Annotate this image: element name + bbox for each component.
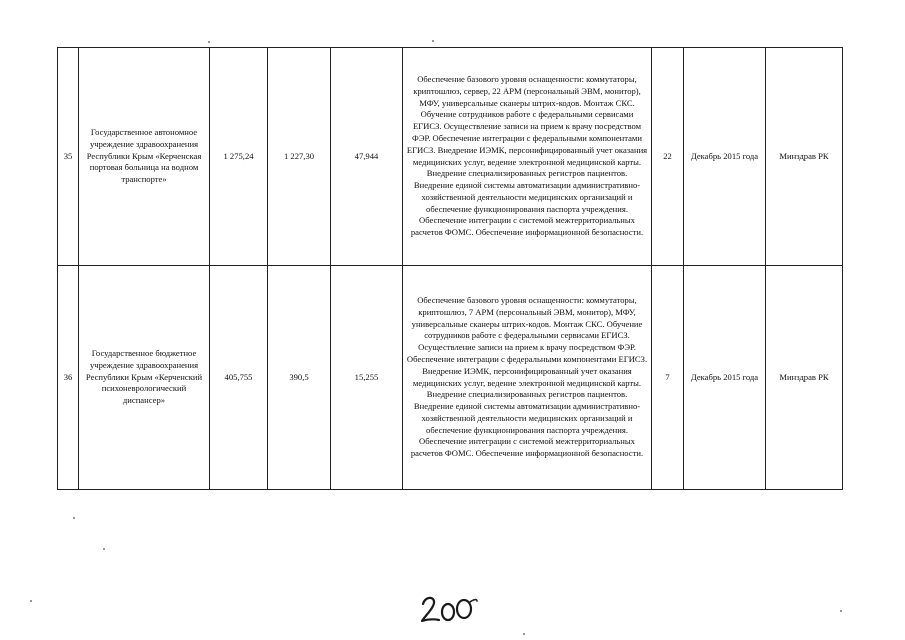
workstation-count: 7 [652,266,684,490]
responsible-body: Минздрав РК [766,266,843,490]
table-row [58,266,843,490]
data-table [57,47,843,490]
deadline: Декабрь 2015 года [684,48,766,266]
deadline: Декабрь 2015 года [684,266,766,490]
row-number: 35 [58,48,79,266]
scan-speck [208,41,210,43]
row-number: 36 [58,266,79,490]
amount-federal: 1 227,30 [268,48,331,266]
handwritten-page-number [419,592,479,626]
measures-description: Обеспечение базового уровня оснащенности: коммутаторы, криптошлюз, 7 АРМ (персональный ЭВМ, монитор), МФУ, универсальные сканеры штрих-кодов. Монтаж СКС. Обучение сотрудников работе с федеральными сервисами ЕГИСЗ. Осуществление записи на прием к врачу посредством ФЭР. Обеспечение интеграции с федеральными компонентами ЕГИСЗ. Внедрение ИЭМК, персонифицированный учет оказания медицинских услуг, ведение электронной медицинской карты. Внедрение специализированных регистров пациентов. Внедрение единой системы автоматизации административно-хозяйственной деятельности медицинских организаций и обеспечение функционирования паспорта учреждения. Обеспечение интеграции с системой межтерриториальных расчетов ФОМС. Обеспечение информационной безопасности. [403,266,652,490]
measures-description: Обеспечение базового уровня оснащенности: коммутаторы, криптошлюз, сервер, 22 АРМ (персональный ЭВМ, монитор), МФУ, универсальные сканеры штрих-кодов. Монтаж СКС. Обучение сотрудников работе с федеральными сервисами ЕГИСЗ. Осуществление записи на прием к врачу посредством ФЭР. Обеспечение интеграции с федеральными компонентами ЕГИСЗ. Внедрение ИЭМК, персонифицированный учет оказания медицинских услуг, ведение электронной медицинской карты. Внедрение специализированных регистров пациентов. Внедрение единой системы автоматизации административно-хозяйственной деятельности медицинских организаций и обеспечение функционирования паспорта учреждения. Обеспечение интеграции с системой межтерриториальных расчетов ФОМС. Обеспечение информационной безопасности. [403,48,652,266]
institution-name: Государственное бюджетное учреждение здравоохранения Республики Крым «Керченский психоневрологический диспансер» [79,266,210,490]
scan-speck [30,600,32,602]
table-row [58,48,843,266]
scan-speck [523,633,525,635]
workstation-count: 22 [652,48,684,266]
scan-speck [840,610,842,612]
amount-regional: 47,944 [331,48,403,266]
scan-speck [103,548,105,550]
scan-speck [432,40,434,42]
amount-federal: 390,5 [268,266,331,490]
amount-regional: 15,255 [331,266,403,490]
responsible-body: Минздрав РК [766,48,843,266]
scan-speck [73,517,75,519]
handwritten-page-number-icon [419,592,479,626]
institution-name: Государственное автономное учреждение здравоохранения Республики Крым «Керченская портовая больница на водном транспорте» [79,48,210,266]
amount-total: 405,755 [210,266,268,490]
amount-total: 1 275,24 [210,48,268,266]
